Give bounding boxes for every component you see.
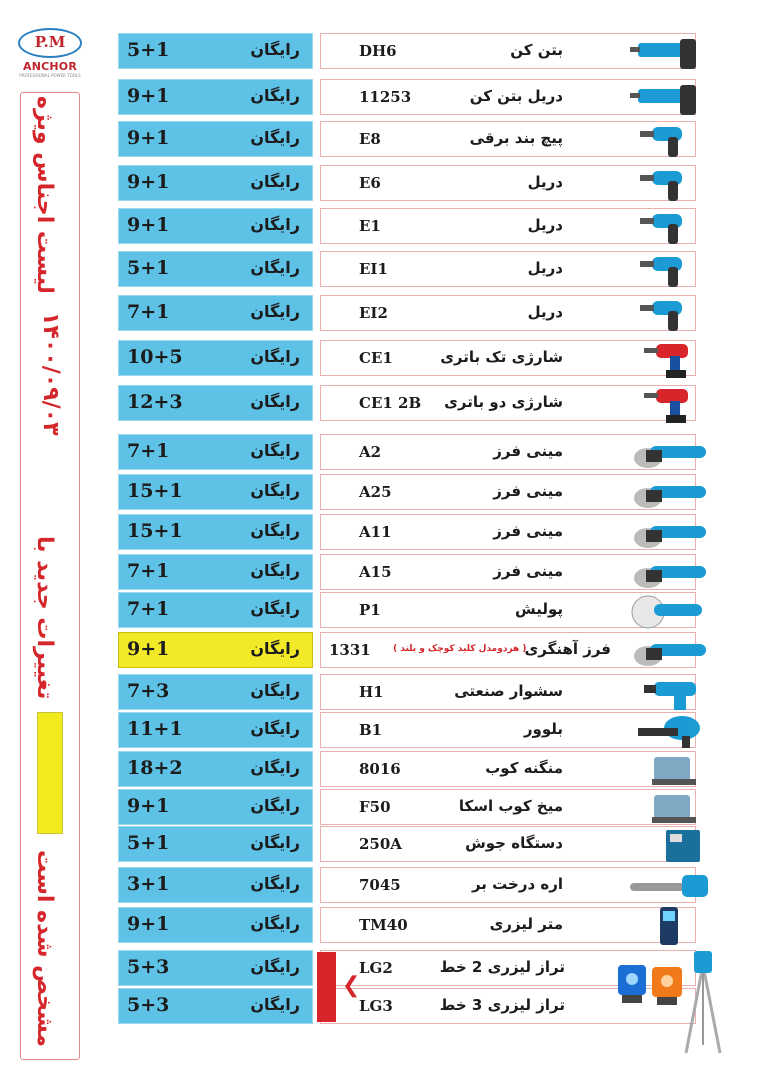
product-name: بلوور bbox=[523, 720, 563, 738]
table-row bbox=[0, 79, 763, 115]
grinder-icon bbox=[630, 472, 710, 512]
side-marked: مشخص شده است bbox=[32, 850, 57, 1047]
product-name: مینی فرز bbox=[493, 562, 563, 580]
free-label: رایگان bbox=[250, 719, 300, 738]
offer-cell bbox=[118, 751, 313, 787]
heat-gun-icon bbox=[630, 672, 710, 712]
side-date: ۱۴۰۰/۰۹/۰۳ bbox=[38, 312, 63, 436]
table-row bbox=[0, 208, 763, 244]
offer-cell bbox=[118, 165, 313, 201]
product-model: EI1 bbox=[359, 260, 388, 278]
product-name: دریل bbox=[527, 303, 563, 321]
hammer-drill-icon bbox=[630, 77, 710, 117]
free-label: رایگان bbox=[250, 796, 300, 815]
product-model: E8 bbox=[359, 130, 381, 148]
table-row bbox=[0, 632, 763, 668]
free-label: رایگان bbox=[250, 914, 300, 933]
offer-quantity: 10+5 bbox=[127, 346, 183, 368]
product-name: مینی فرز bbox=[493, 442, 563, 460]
table-row bbox=[0, 712, 763, 748]
offer-cell bbox=[118, 121, 313, 157]
offer-quantity: 9+1 bbox=[127, 795, 170, 817]
product-name: تراز لیزری 2 خط bbox=[439, 958, 565, 976]
product-name: فرز آهنگری bbox=[524, 640, 611, 658]
table-row bbox=[0, 121, 763, 157]
drill-icon bbox=[630, 293, 710, 333]
offer-cell bbox=[118, 434, 313, 470]
table-row bbox=[0, 554, 763, 590]
side-changes: تغییرات جدید با bbox=[32, 536, 57, 700]
offer-cell bbox=[118, 867, 313, 903]
offer-cell bbox=[118, 674, 313, 710]
product-model: CE1 2B bbox=[359, 394, 422, 412]
product-model: CE1 bbox=[359, 349, 393, 367]
free-label: رایگان bbox=[250, 128, 300, 147]
offer-quantity: 9+1 bbox=[127, 127, 170, 149]
free-label: رایگان bbox=[250, 86, 300, 105]
table-row bbox=[0, 340, 763, 376]
product-model: 11253 bbox=[359, 88, 412, 106]
table-row bbox=[0, 514, 763, 550]
product-model: 7045 bbox=[359, 876, 401, 894]
blower-icon bbox=[630, 710, 710, 750]
free-label: رایگان bbox=[250, 347, 300, 366]
offer-cell bbox=[118, 592, 313, 628]
free-label: رایگان bbox=[250, 561, 300, 580]
table-row bbox=[0, 165, 763, 201]
offer-cell bbox=[118, 340, 313, 376]
offer-cell bbox=[118, 295, 313, 331]
offer-quantity: 11+1 bbox=[127, 718, 183, 740]
table-row bbox=[0, 295, 763, 331]
free-label: رایگان bbox=[250, 215, 300, 234]
free-label: رایگان bbox=[250, 441, 300, 460]
table-row bbox=[0, 33, 763, 69]
free-label: رایگان bbox=[250, 521, 300, 540]
welder-icon bbox=[630, 824, 710, 864]
offer-cell bbox=[118, 632, 313, 668]
product-name: سشوار صنعتی bbox=[454, 682, 563, 700]
offer-quantity: 15+1 bbox=[127, 480, 183, 502]
hammer-drill-icon bbox=[630, 31, 710, 71]
free-label: رایگان bbox=[250, 40, 300, 59]
offer-quantity: 9+1 bbox=[127, 85, 170, 107]
offer-quantity: 7+3 bbox=[127, 680, 170, 702]
offer-cell bbox=[118, 251, 313, 287]
offer-cell bbox=[118, 208, 313, 244]
product-model: A2 bbox=[359, 443, 382, 461]
free-label: رایگان bbox=[250, 833, 300, 852]
product-model: E1 bbox=[359, 217, 381, 235]
free-label: رایگان bbox=[250, 392, 300, 411]
offer-quantity: 7+1 bbox=[127, 560, 170, 582]
offer-quantity: 7+1 bbox=[127, 440, 170, 462]
laser-meter-icon bbox=[630, 905, 710, 945]
offer-cell bbox=[118, 907, 313, 943]
product-model: E6 bbox=[359, 174, 381, 192]
table-row bbox=[0, 751, 763, 787]
product-name: شارژی تک باتری bbox=[440, 348, 563, 366]
free-label: رایگان bbox=[250, 957, 300, 976]
offer-quantity: 9+1 bbox=[127, 913, 170, 935]
free-label: رایگان bbox=[250, 599, 300, 618]
drill-icon bbox=[630, 206, 710, 246]
offer-cell bbox=[118, 554, 313, 590]
product-name: مینی فرز bbox=[493, 522, 563, 540]
product-name: متر لیزری bbox=[489, 915, 563, 933]
offer-quantity: 5+1 bbox=[127, 832, 170, 854]
table-row bbox=[0, 251, 763, 287]
drill-icon bbox=[630, 163, 710, 203]
laser-level-icon bbox=[608, 945, 738, 1055]
drill-icon bbox=[630, 119, 710, 159]
offer-cell bbox=[118, 826, 313, 862]
product-model: F50 bbox=[359, 798, 391, 816]
product-name: پولیش bbox=[515, 600, 563, 618]
polisher-icon bbox=[630, 590, 710, 630]
product-model: A15 bbox=[359, 563, 392, 581]
offer-quantity: 9+1 bbox=[127, 214, 170, 236]
product-model: B1 bbox=[359, 721, 383, 739]
product-model: 1331 bbox=[329, 641, 371, 659]
table-row bbox=[0, 474, 763, 510]
chainsaw-icon bbox=[630, 865, 710, 905]
offer-quantity: 15+1 bbox=[127, 520, 183, 542]
grinder-icon bbox=[630, 512, 710, 552]
offer-quantity: 7+1 bbox=[127, 301, 170, 323]
cordless-drill-icon bbox=[630, 383, 710, 423]
offer-cell bbox=[118, 789, 313, 825]
offer-cell bbox=[118, 712, 313, 748]
side-title: لیست اجناس ویژه bbox=[32, 96, 57, 294]
product-model: A11 bbox=[359, 523, 392, 541]
offer-quantity: 18+2 bbox=[127, 757, 183, 779]
product-name: اره درخت بر bbox=[471, 875, 563, 893]
free-label: رایگان bbox=[250, 481, 300, 500]
product-model: LG2 bbox=[359, 959, 393, 977]
offer-quantity: 5+3 bbox=[127, 994, 170, 1016]
grinder-icon bbox=[630, 432, 710, 472]
product-model: 250A bbox=[359, 835, 402, 853]
product-name: دریل bbox=[527, 259, 563, 277]
free-label: رایگان bbox=[250, 681, 300, 700]
offer-cell bbox=[118, 988, 313, 1024]
product-name: شارژی دو باتری bbox=[444, 393, 563, 411]
free-label: رایگان bbox=[250, 758, 300, 777]
offer-quantity: 3+1 bbox=[127, 873, 170, 895]
offer-cell bbox=[118, 950, 313, 986]
product-model: LG3 bbox=[359, 997, 393, 1015]
stapler-icon bbox=[630, 749, 710, 789]
product-name: دریل bbox=[527, 216, 563, 234]
logo-mark: P.M bbox=[34, 33, 66, 51]
offer-quantity: 12+3 bbox=[127, 391, 183, 413]
offer-quantity: 5+3 bbox=[127, 956, 170, 978]
product-name: میخ کوب اسکا bbox=[458, 797, 563, 815]
stapler-icon bbox=[630, 787, 710, 827]
product-name: بتن کن bbox=[510, 41, 563, 59]
offer-quantity: 9+1 bbox=[127, 638, 170, 660]
product-name: پیچ بند برقی bbox=[469, 129, 563, 147]
free-label: رایگان bbox=[250, 302, 300, 321]
grinder-icon bbox=[630, 630, 710, 670]
free-label: رایگان bbox=[250, 639, 300, 658]
drill-icon bbox=[630, 249, 710, 289]
table-row bbox=[0, 826, 763, 862]
free-label: رایگان bbox=[250, 874, 300, 893]
offer-cell bbox=[118, 385, 313, 421]
offer-cell bbox=[118, 79, 313, 115]
product-model: EI2 bbox=[359, 304, 388, 322]
table-row bbox=[0, 789, 763, 825]
product-name: منگنه کوب bbox=[485, 759, 563, 777]
table-row bbox=[0, 434, 763, 470]
offer-cell bbox=[118, 33, 313, 69]
laser-offer-stamp bbox=[317, 952, 336, 1022]
product-name: دریل بتن کن bbox=[469, 87, 563, 105]
product-name: مینی فرز bbox=[493, 482, 563, 500]
table-row bbox=[0, 867, 763, 903]
free-label: رایگان bbox=[250, 995, 300, 1014]
grinder-icon bbox=[630, 552, 710, 592]
logo-name: ANCHOR bbox=[22, 60, 78, 73]
free-label: رایگان bbox=[250, 172, 300, 191]
product-model: DH6 bbox=[359, 42, 397, 60]
product-note: ( هردومدل کلید کوچک و بلند ) bbox=[393, 644, 527, 654]
table-row bbox=[0, 674, 763, 710]
table-row bbox=[0, 592, 763, 628]
logo-tagline: PROFESSIONAL POWER TOOLS bbox=[19, 73, 81, 78]
product-model: 8016 bbox=[359, 760, 401, 778]
offer-quantity: 5+1 bbox=[127, 39, 170, 61]
cordless-drill-icon bbox=[630, 338, 710, 378]
product-model: A25 bbox=[359, 483, 392, 501]
offer-cell bbox=[118, 514, 313, 550]
offer-quantity: 7+1 bbox=[127, 598, 170, 620]
offer-quantity: 9+1 bbox=[127, 171, 170, 193]
product-model: H1 bbox=[359, 683, 384, 701]
product-name: دریل bbox=[527, 173, 563, 191]
product-name: تراز لیزری 3 خط bbox=[439, 996, 565, 1014]
table-row bbox=[0, 385, 763, 421]
offer-quantity: 5+1 bbox=[127, 257, 170, 279]
chevron-left-icon: ❮ bbox=[342, 973, 361, 998]
product-model: P1 bbox=[359, 601, 381, 619]
product-name: دستگاه جوش bbox=[465, 834, 563, 852]
free-label: رایگان bbox=[250, 258, 300, 277]
offer-cell bbox=[118, 474, 313, 510]
table-row bbox=[0, 907, 763, 943]
product-model: TM40 bbox=[359, 916, 408, 934]
